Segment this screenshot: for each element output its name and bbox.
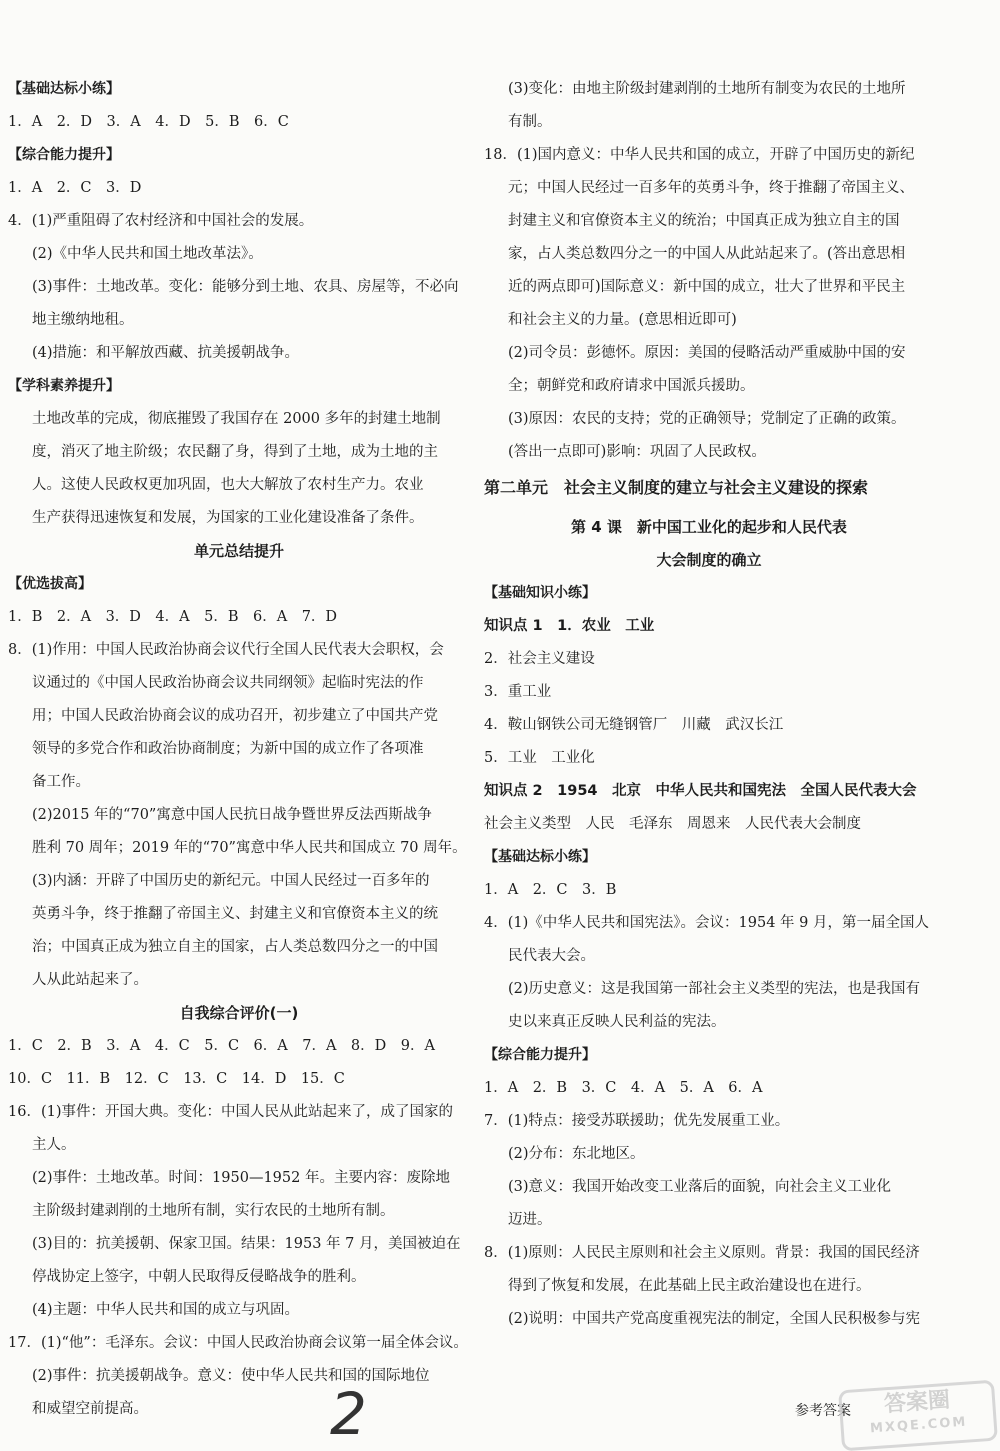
text-line: 人。这使人民政权更加巩固，也大大解放了农村生产力。农业 [32,477,424,493]
text-line: 备工作。 [32,774,90,790]
text-line: 全；朝鲜党和政府请求中国派兵援助。 [508,378,755,394]
text-line: 英勇斗争，终于推翻了帝国主义、封建主义和官僚资本主义的统 [32,906,438,922]
text-line: 4．(1)《中华人民共和国宪法》。会议：1954 年 9 月，第一届全国人 [484,915,929,931]
footer-label: 参考答案 [795,1403,851,1419]
section-heading: 【综合能力提升】 [484,1047,596,1063]
text-line: 5．工业 工业化 [484,750,595,766]
section-heading: 大会制度的确立 [656,551,762,569]
text-line: 4．鞍山钢铁公司无缝钢管厂 川藏 武汉长江 [484,717,784,733]
text-line: 史以来真正反映人民利益的宪法。 [508,1014,726,1030]
text-line: 8．(1)原则：人民民主原则和社会主义原则。背景：我国的国民经济 [484,1245,920,1261]
left-column [8,80,470,1433]
text-line: 4．(1)严重阻碍了农村经济和中国社会的发展。 [8,213,314,229]
watermark-site: MXQE.COM [869,1414,968,1437]
text-line: 用；中国人民政治协商会议的成功召开，初步建立了中国共产党 [32,708,438,724]
text-line: 领导的多党合作和政治协商制度；为新中国的成立作了各项准 [32,741,424,757]
text-line: (答出一点即可)影响：巩固了人民政权。 [508,444,766,460]
text-line: 元；中国人民经过一百多年的英勇斗争，终于推翻了帝国主义、 [508,180,914,196]
text-line: (2)事件：土地改革。时间：1950—1952 年。主要内容：废除地 [32,1170,450,1186]
text-line: 胜利 70 周年；2019 年的“70”寓意中华人民共和国成立 70 周年。 [32,840,467,856]
text-line: 度，消灭了地主阶级；农民翻了身，得到了土地，成为土地的主 [32,444,438,460]
right-column [484,80,934,1343]
text-line: 3．重工业 [484,684,552,700]
text-line: 和威望空前提高。 [32,1401,148,1417]
text-line: 10．C 11．B 12．C 13．C 14．D 15．C [8,1071,345,1087]
section-heading: 【优选拔高】 [8,576,92,592]
text-line: 1．C 2．B 3．A 4．C 5．C 6．A 7．A 8．D 9．A [8,1038,435,1054]
text-line: 家，占人类总数四分之一的中国人从此站起来了。(答出意思相 [508,246,906,262]
section-heading: 自我综合评价(一) [179,1004,299,1022]
text-line: (2)2015 年的“70”寓意中国人民抗日战争暨世界反法西斯战争 [32,807,432,823]
section-heading: 【基础达标小练】 [484,849,596,865]
text-line: 主人。 [32,1137,76,1153]
section-heading: 【基础知识小练】 [484,585,596,601]
text-line: (2)说明：中国共产党高度重视宪法的制定，全国人民积极参与宪 [508,1311,921,1327]
text-line: 和社会主义的力量。(意思相近即可) [508,312,737,328]
text-line: 议通过的《中国人民政治协商会议共同纲领》起临时宪法的作 [32,675,424,691]
text-line: 社会主义类型 人民 毛泽东 周恩来 人民代表大会制度 [484,816,861,832]
text-line: 1．A 2．B 3．C 4．A 5．A 6．A [484,1080,763,1096]
watermark-logo [838,1380,998,1451]
text-line: (4)措施：和平解放西藏、抗美援朝战争。 [32,345,300,361]
text-line: 得到了恢复和发展，在此基础上民主政治建设也在进行。 [508,1278,871,1294]
text-line: 7．(1)特点：接受苏联援助；优先发展重工业。 [484,1113,790,1129]
text-line: (3)变化：由地主阶级封建剥削的土地所有制变为农民的土地所 [508,81,906,97]
text-line: (2)事件：抗美援朝战争。意义：使中华人民共和国的国际地位 [32,1368,430,1384]
text-line: (3)目的：抗美援朝、保家卫国。结果：1953 年 7 月，美国被迫在 [32,1236,461,1252]
text-line: (2)司令员：彭德怀。原因：美国的侵略活动严重威胁中国的安 [508,345,906,361]
text-line: 16．(1)事件：开国大典。变化：中国人民从此站起来了，成了国家的 [8,1104,453,1120]
text-line: 1．A 2．C 3．D [8,180,142,196]
text-line: (2)《中华人民共和国土地改革法》。 [32,246,263,262]
text-line: (3)内涵：开辟了中国历史的新纪元。中国人民经过一百多年的 [32,873,430,889]
text-line: 1．A 2．D 3．A 4．D 5．B 6．C [8,114,289,130]
text-line: 地主缴纳地租。 [32,312,134,328]
text-line: 生产获得迅速恢复和发展，为国家的工业化建设准备了条件。 [32,510,424,526]
section-heading: 第 4 课 新中国工业化的起步和人民代表 [571,518,847,536]
text-line: 有制。 [508,114,552,130]
handwritten-page-mark: 2 [330,1380,367,1448]
text-line: 1．A 2．C 3．B [484,882,617,898]
text-line: 1．B 2．A 3．D 4．A 5．B 6．A 7．D [8,609,338,625]
text-line: 迈进。 [508,1212,552,1228]
section-heading: 第二单元 社会主义制度的建立与社会主义建设的探索 [484,478,869,497]
text-line: 民代表大会。 [508,948,595,964]
text-line: (2)分布：东北地区。 [508,1146,645,1162]
text-line: 2．社会主义建设 [484,651,595,667]
section-heading: 【学科素养提升】 [8,378,120,394]
text-line: (3)原因：农民的支持；党的正确领导；党制定了正确的政策。 [508,411,906,427]
text-line: 主阶级封建剥削的土地所有制，实行农民的土地所有制。 [32,1203,395,1219]
text-line: (3)意义：我国开始改变工业落后的面貌，向社会主义工业化 [508,1179,892,1195]
text-line: 知识点 1 1．农业 工业 [484,618,655,634]
section-heading: 【综合能力提升】 [8,147,120,163]
text-line: 17．(1)“他”：毛泽东。会议：中国人民政治协商会议第一届全体会议。 [8,1335,468,1351]
text-line: 8．(1)作用：中国人民政治协商会议代行全国人民代表大会职权，会 [8,642,444,658]
text-line: (4)主题：中华人民共和国的成立与巩固。 [32,1302,300,1318]
text-line: 18．(1)国内意义：中华人民共和国的成立，开辟了中国历史的新纪 [484,147,915,163]
text-line: (2)历史意义：这是我国第一部社会主义类型的宪法，也是我国有 [508,981,921,997]
text-line: 土地改革的完成，彻底摧毁了我国存在 2000 多年的封建土地制 [32,411,441,427]
section-heading: 单元总结提升 [193,542,284,560]
text-line: 知识点 2 1954 北京 中华人民共和国宪法 全国人民代表大会 [484,783,917,799]
text-line: (3)事件：土地改革。变化：能够分到土地、农具、房屋等，不必向 [32,279,459,295]
watermark-text: 答案圈 [883,1387,951,1418]
text-line: 治；中国真正成为独立自主的国家，占人类总数四分之一的中国 [32,939,438,955]
text-line: 人从此站起来了。 [32,972,148,988]
section-heading: 【基础达标小练】 [8,81,120,97]
text-line: 封建主义和官僚资本主义的统治；中国真正成为独立自主的国 [508,213,900,229]
text-line: 停战协定上签字，中朝人民取得反侵略战争的胜利。 [32,1269,366,1285]
text-line: 近的两点即可)国际意义：新中国的成立，壮大了世界和平民主 [508,279,906,295]
